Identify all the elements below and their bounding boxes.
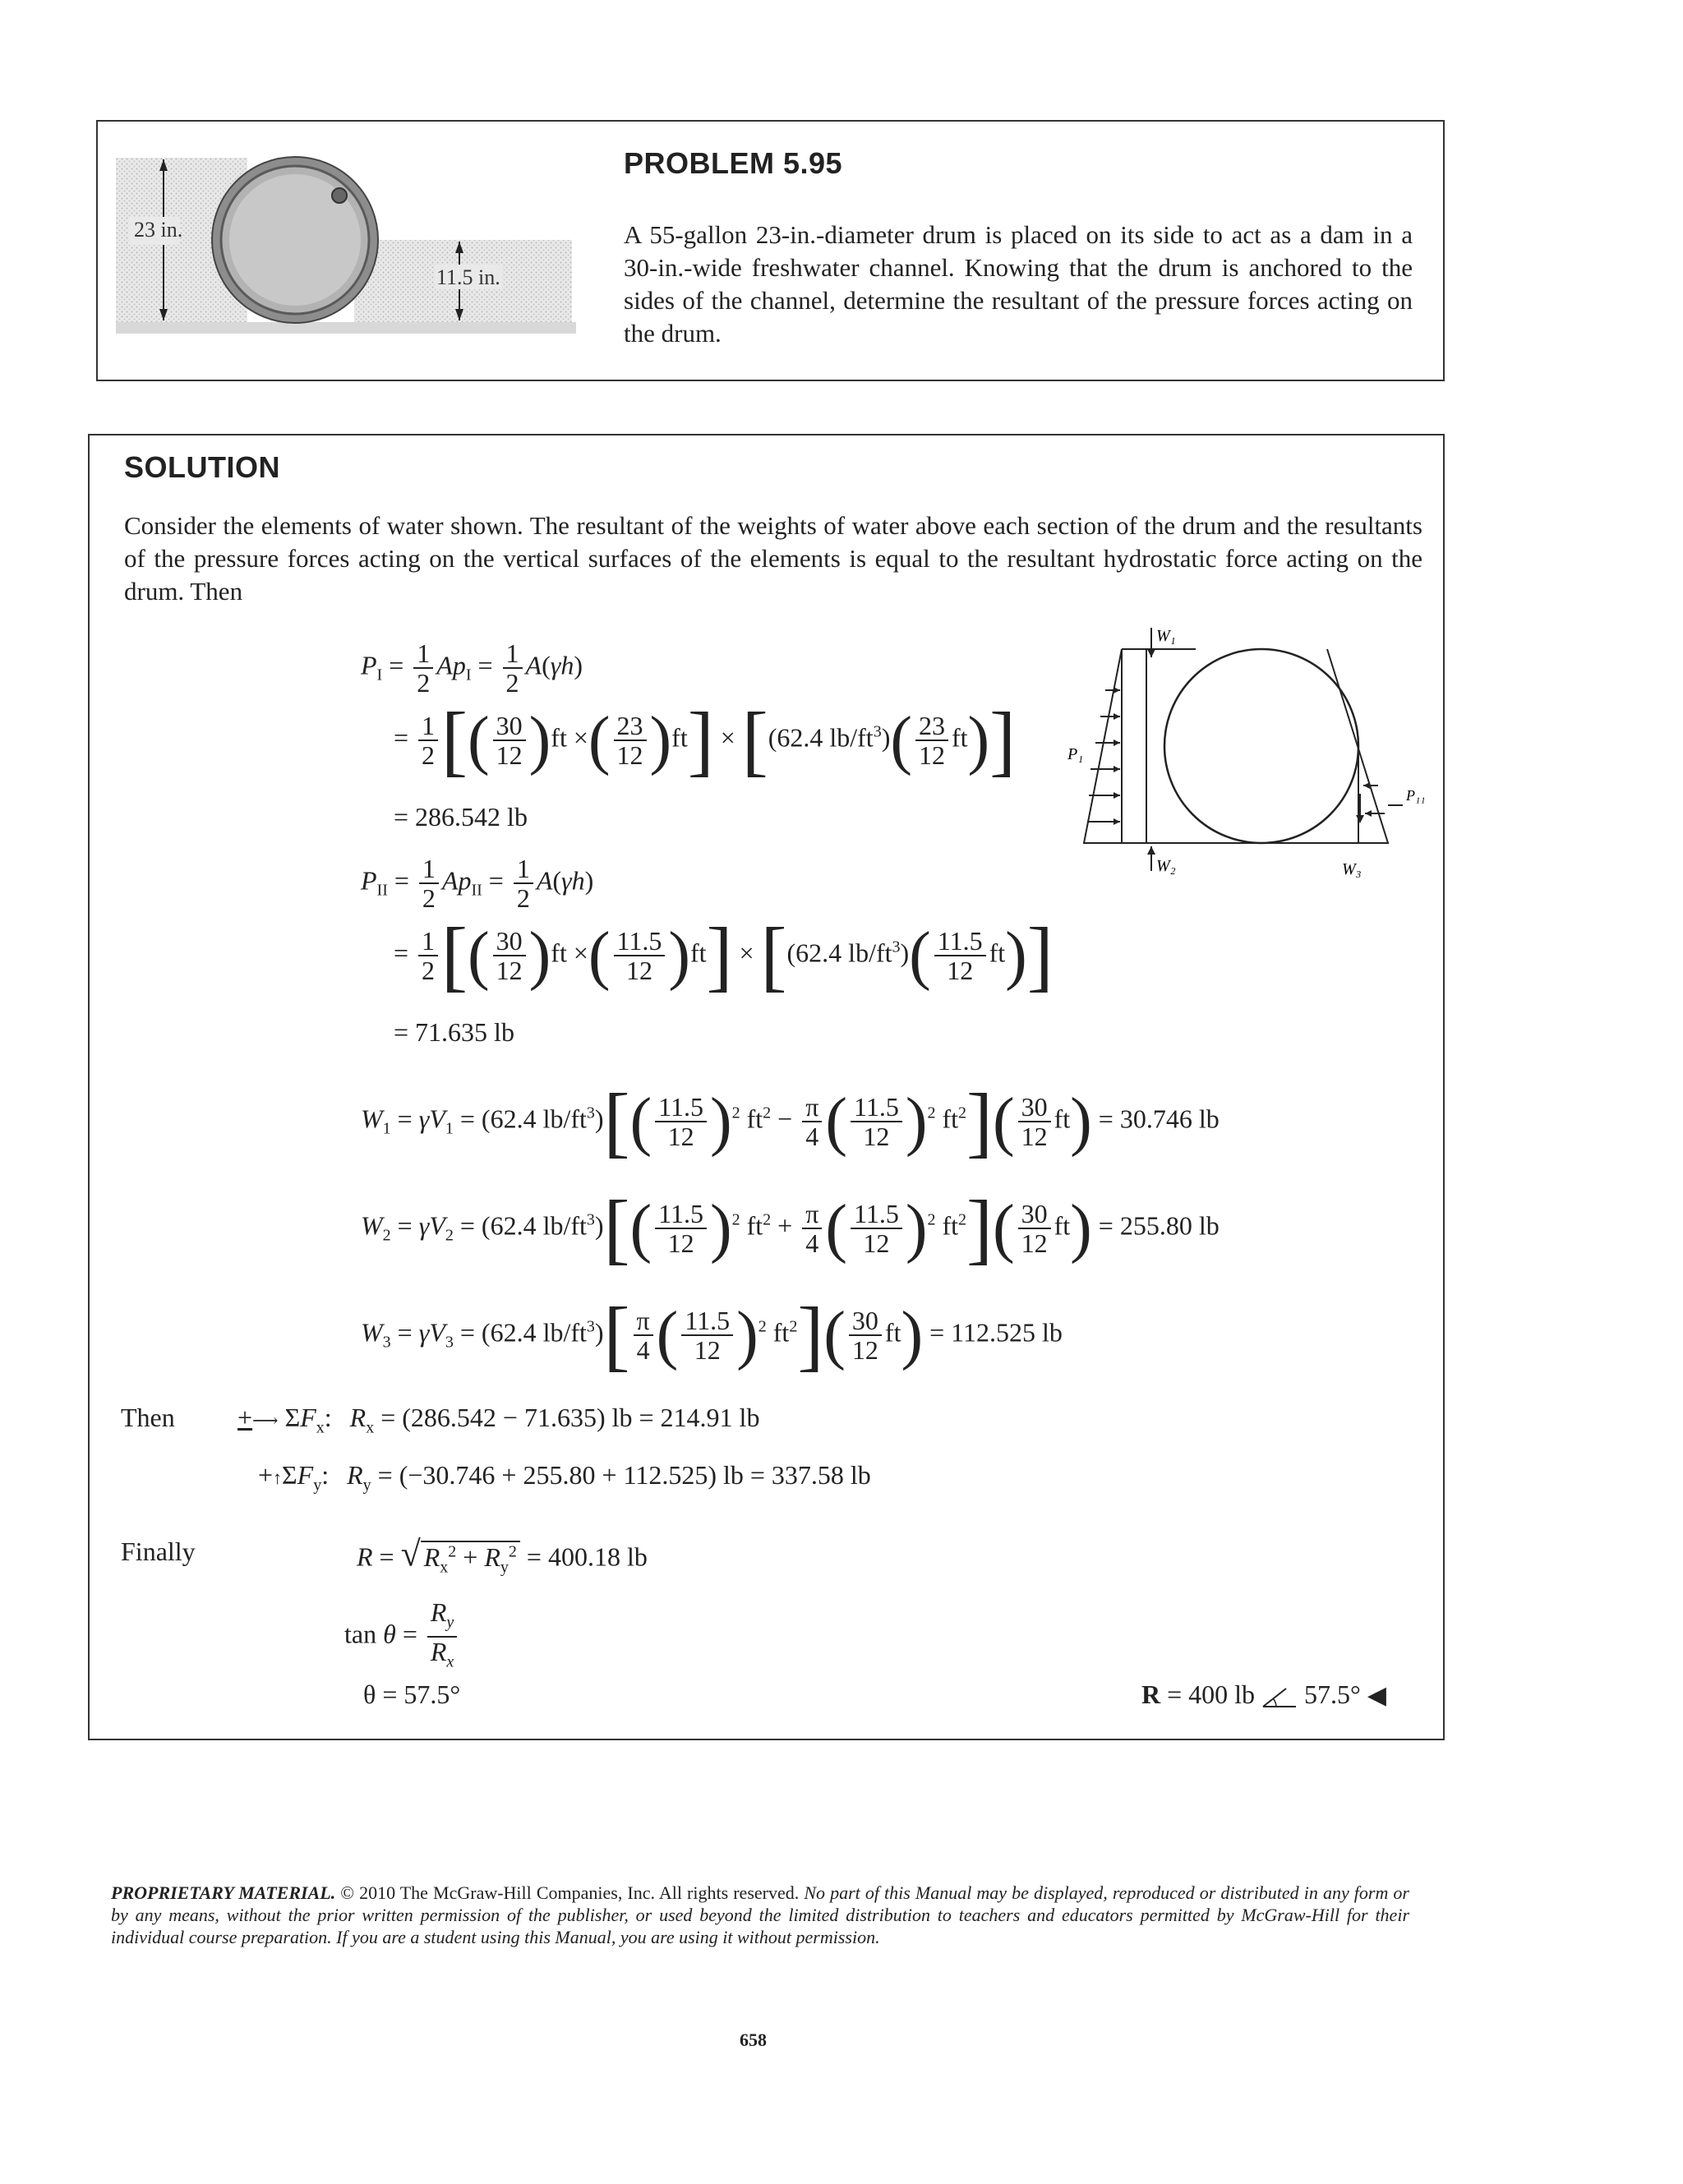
diagram-p1: P₁ [1067,745,1084,763]
eq-rx: +⟶ $\Sigma F_x$: $R_x = (286.542 - 71.635)$ lb = 214.91 lb [237,1403,760,1437]
page-number: 658 [740,2030,767,2050]
final-answer: R = 400 lb 57.5° ◀ [1141,1679,1386,1709]
eq-w1-result: = 30.746 lb [1098,1104,1220,1134]
eq-w3: $W_3 = \gamma V_3 = (62.4$ $lb/ft^3$)[ $\frac{\pi}{4}$ ( $\frac{11.5}{12}$ )$^2$ $ft^2$]( $\frac{30}{12}$ ft) = 112.525 lb [361,1291,1063,1379]
eq-tan: tan θ = $\frac{R_y}{R_x}$ [344,1598,460,1676]
solution-heading: SOLUTION [124,450,280,484]
answer-angle: 57.5° [1304,1679,1361,1709]
answer-marker-icon: ◀ [1367,1682,1386,1709]
eq-ry-value: = (−30.746 + 255.80 + 112.525) lb = 337.58 lb [377,1460,871,1490]
problem-box [96,120,1445,381]
eq-p2-sub: = $\frac{1}{2}$ [( $\frac{30}{12}$ )ft ×( $\frac{11.5}{12}$ )ft] × [(62.4 $lb/ft^3$)( $\frac{11.5}{12}$ ft)] [394,911,1054,999]
eq-p1-sub: = $\frac{1}{2}$ [( $\frac{30}{12}$ )ft ×( $\frac{23}{12}$ )ft] × [(62.4 $lb/ft^3$)( $\frac{23}{12}$ ft)] [394,696,1017,784]
drum-circle [1164,649,1358,843]
eq-p2-result: = 71.635 lb [394,1017,514,1047]
footer-lead: PROPRIETARY MATERIAL. [111,1882,336,1903]
problem-statement: A 55-gallon 23-in.-diameter drum is placed on its side to act as a dam in a 30-in.-wide freshwater channel. Knowing that the drum is anchored to the sides of the channel, determine the resultant of the pressure forces acting on the drum. [624,220,1413,348]
eq-p1-result: = 286.542 lb [394,802,528,832]
channel-floor [116,322,576,334]
solution-box [88,434,1445,1740]
drum-figure [116,153,576,343]
dim-11-label: 11.5 in. [436,265,500,289]
dim-23-label: 23 in. [134,218,183,242]
eq-w2: $W_2 = \gamma V_2 = (62.4$ $lb/ft^3$)[( $\frac{11.5}{12}$ )$^2$ $ft^2$ + $\frac{\pi}{4}$ ( $\frac{11.5}{12}$ )$^2$ $ft^2$]( $\frac{30}{12}$ ft) = 255.80 lb [361,1184,1220,1272]
eq-theta: θ = 57.5° [363,1679,461,1709]
eq-w2-result: = 255.80 lb [1098,1210,1220,1241]
diagram-w2: W₂ [1156,857,1176,875]
diagram-w1: W₁ [1156,627,1176,645]
finally-label: Finally [121,1537,196,1566]
eq-r: R = √ $R_x^2 + R_y^2 = 400.18$ lb [357,1533,648,1577]
eq-w1: $W_1 = \gamma V_1 = (62.4$ $lb/ft^3$)[( $\frac{11.5}{12}$ )$^2$ $ft^2$ − $\frac{\pi}{4}$ ( $\frac{11.5}{12}$ )$^2$ $ft^2$]( $\frac{30}{12}$ ft) = 30.746 lb [361,1077,1220,1165]
problem-title: PROBLEM 5.95 [624,146,843,180]
footer-notice [111,1882,1409,1948]
footer-text: No part of this Manual may be displayed, reproduced or distributed in any form or by any means, without the prior written permission of the publisher, or used beyond the limited distribution to teachers and educators permitted by McGraw-Hill for their individual course preparation. If you are a student using this Manual, you are using it without permission. [111,1882,1409,1947]
drum-bung [332,188,347,203]
eq-p1-def: $P_I$ = $\frac{1}{2}$ $Ap_I$ = $\frac{1}{2}$ A(γh) [361,638,583,698]
hydrostatic-diagram [1067,624,1429,879]
eq-rx-value: = (286.542 − 71.635) lb = 214.91 lb [380,1403,760,1432]
diagram-p2: P₁₁ [1406,787,1426,804]
eq-r-value: = 400.18 lb [526,1541,648,1572]
diagram-w3: W₃ [1342,860,1362,878]
eq-p2-def: $P_{II}$ = $\frac{1}{2}$ $Ap_{II}$ = $\frac{1}{2}$ A(γh) [361,854,594,913]
then-label: Then [121,1403,175,1432]
footer-copyright: © 2010 The McGraw-Hill Companies, Inc. All rights reserved. [340,1882,800,1903]
eq-w3-result: = 112.525 lb [929,1317,1063,1348]
eq-ry: $+↑\Sigma F_y$: $R_y = (-30.746 + 255.80 + 112.525)$ lb = 337.58 lb [258,1460,871,1495]
solution-intro: Consider the elements of water shown. The resultant of the weights of water above each section of the drum and the resultants of the pressure forces acting on the vertical surfaces of the elements is equal to the resultant hydrostatic force acting on the drum. Then [124,511,1422,606]
angle-icon [1261,1685,1298,1710]
